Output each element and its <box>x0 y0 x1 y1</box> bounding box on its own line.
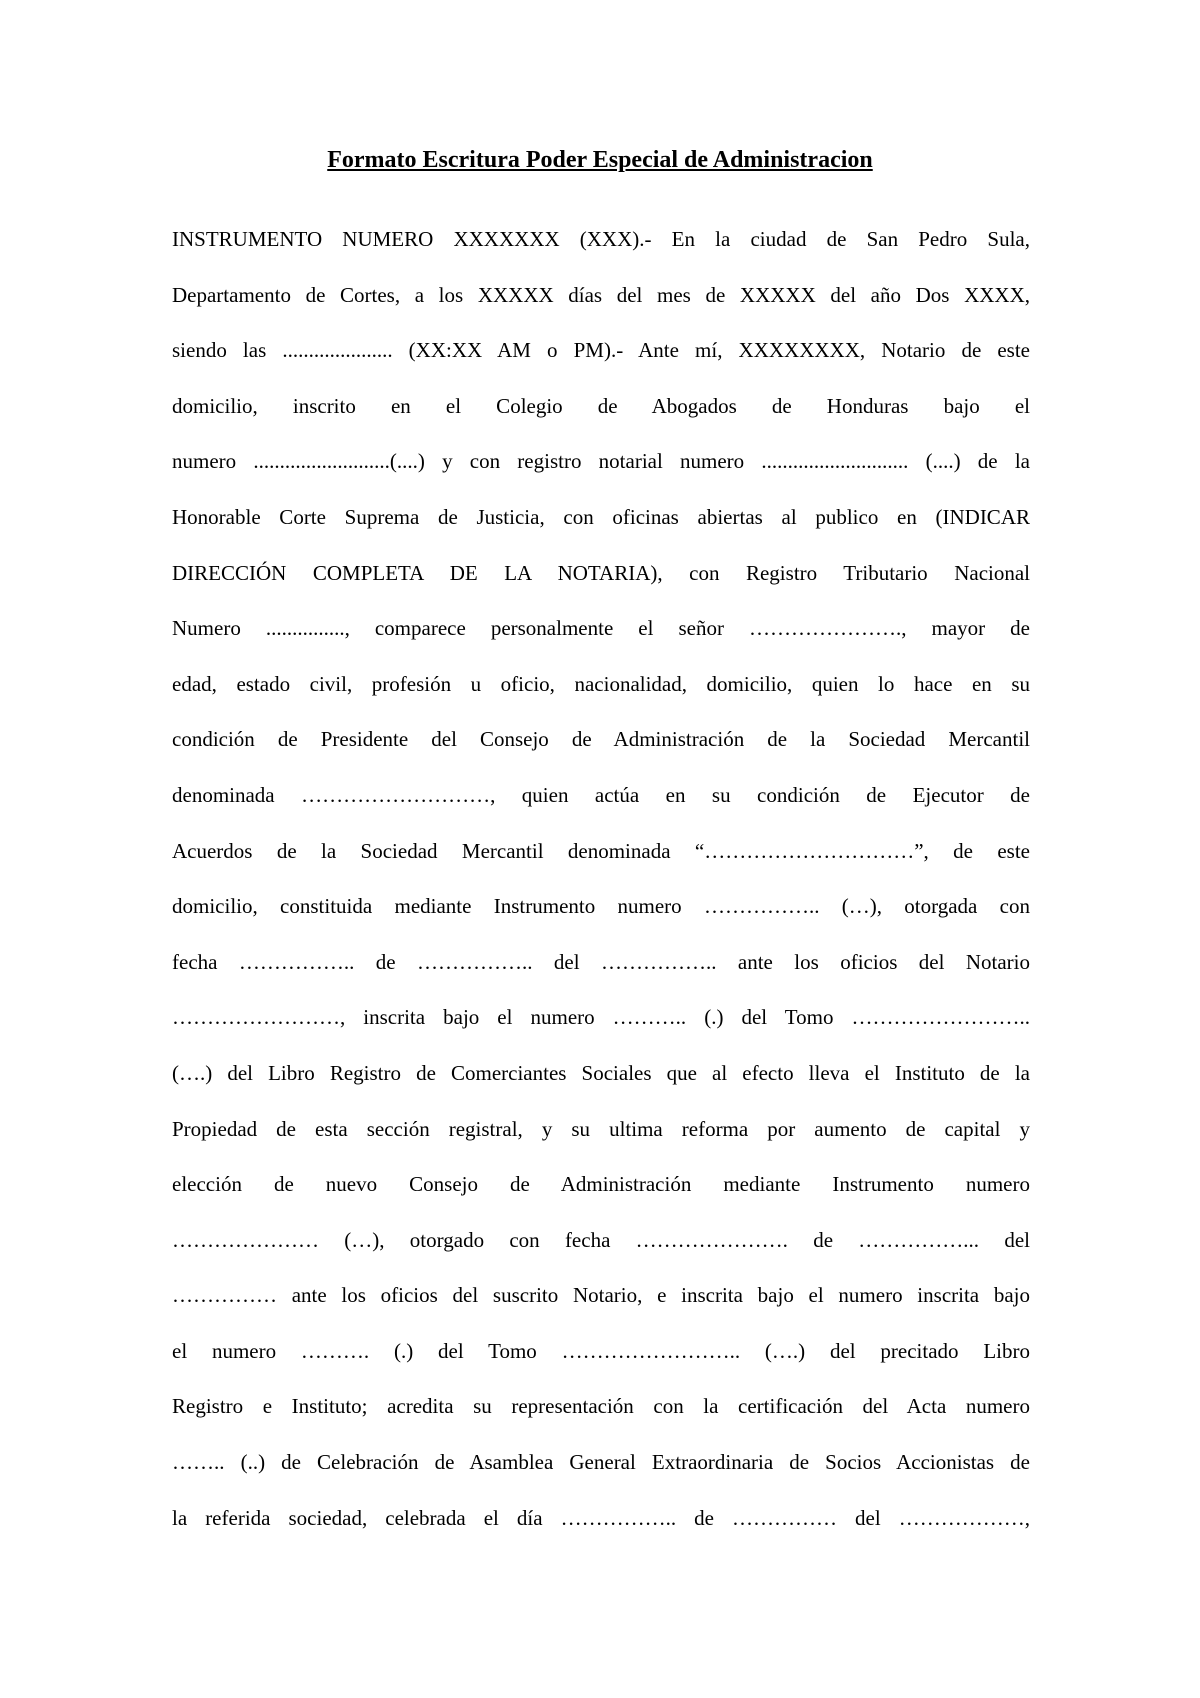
body-line: …….. (..) de Celebración de Asamblea General Extraordinaria de Socios Accionistas de <box>172 1450 1030 1475</box>
body-line: edad, estado civil, profesión u oficio, nacionalidad, domicilio, quien lo hace en su <box>172 671 1030 696</box>
body-line: Propiedad de esta sección registral, y su ultima reforma por aumento de capital y <box>172 1116 1030 1141</box>
body-line: Departamento de Cortes, a los XXXXX días del mes de XXXXX del año Dos XXXX, <box>172 282 1030 307</box>
body-line: domicilio, constituida mediante Instrumento numero …………….. (…), otorgada con <box>172 894 1030 919</box>
body-line: la referida sociedad, celebrada el día …………….. de …………… del ………………, <box>172 1505 1030 1530</box>
document-title: Formato Escritura Poder Especial de Administracion <box>327 147 873 173</box>
body-line: Honorable Corte Suprema de Justicia, con oficinas abiertas al publico en (INDICAR <box>172 504 1030 529</box>
body-line: domicilio, inscrito en el Colegio de Abogados de Honduras bajo el <box>172 393 1030 418</box>
document-body <box>172 224 1030 1558</box>
body-line: …………… ante los oficios del suscrito Notario, e inscrita bajo el numero inscrita bajo <box>172 1283 1030 1308</box>
body-line: (….) del Libro Registro de Comerciantes Sociales que al efecto lleva el Instituto de la <box>172 1060 1030 1085</box>
body-line: INSTRUMENTO NUMERO XXXXXXX (XXX).- En la ciudad de San Pedro Sula, <box>172 227 1030 251</box>
body-line: numero ..........................(....) y con registro notarial numero ............................ (....) de la <box>172 449 1030 474</box>
body-line: siendo las ..................... (XX:XX AM o PM).- Ante mí, XXXXXXXX, Notario de este <box>172 338 1030 363</box>
body-line: Numero ..............., comparece personalmente el señor …………………., mayor de <box>172 616 1030 641</box>
body-line: denominada ………………………, quien actúa en su condición de Ejecutor de <box>172 782 1030 807</box>
body-line: ………………… (…), otorgado con fecha …………………. de ……………... del <box>172 1227 1030 1252</box>
body-line: Acuerdos de la Sociedad Mercantil denominada “…………………………”, de este <box>172 838 1030 863</box>
body-line: el numero ………. (.) del Tomo …………………….. (….) del precitado Libro <box>172 1338 1030 1363</box>
body-line: condición de Presidente del Consejo de Administración de la Sociedad Mercantil <box>172 727 1030 752</box>
body-line: fecha …………….. de …………….. del …………….. ante los oficios del Notario <box>172 949 1030 974</box>
body-line: Registro e Instituto; acredita su representación con la certificación del Acta numero <box>172 1394 1030 1419</box>
body-line: elección de nuevo Consejo de Administración mediante Instrumento numero <box>172 1172 1030 1197</box>
body-line: ……………………, inscrita bajo el numero ……….. (.) del Tomo …………………….. <box>172 1005 1030 1030</box>
body-line: DIRECCIÓN COMPLETA DE LA NOTARIA), con Registro Tributario Nacional <box>172 560 1030 585</box>
